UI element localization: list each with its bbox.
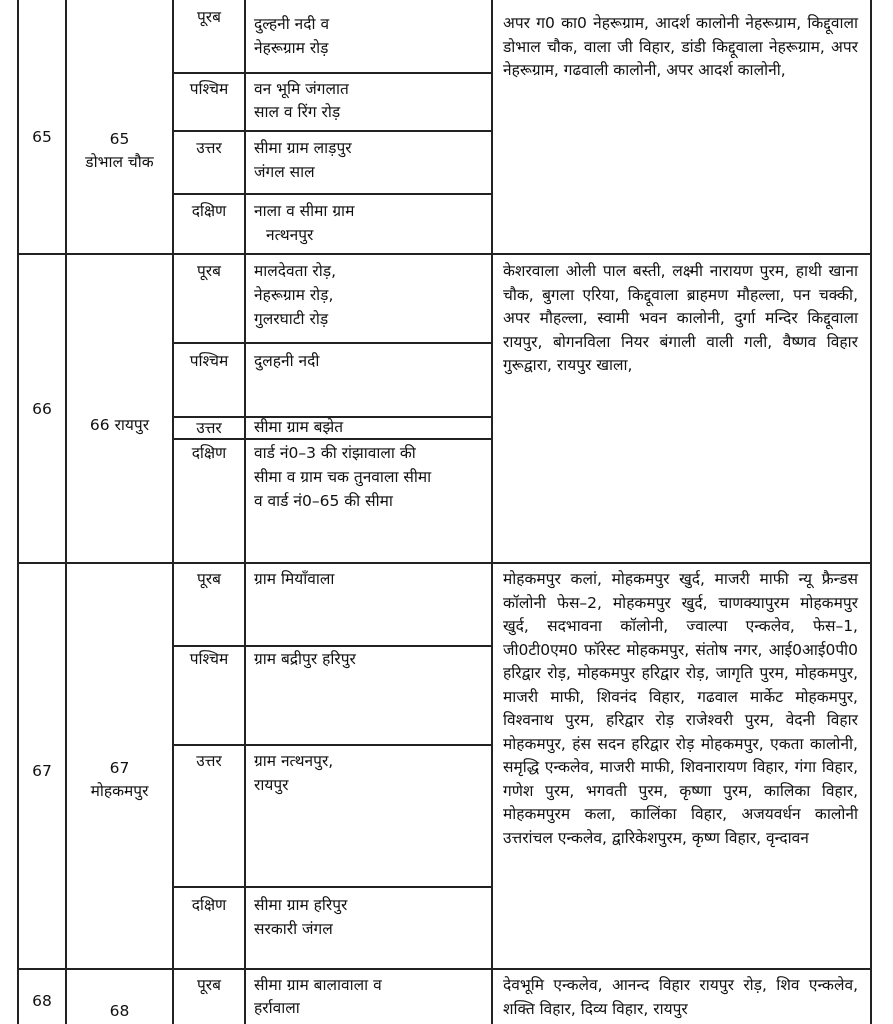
boundary-line: व वार्ड नं0–65 की सीमा xyxy=(254,492,393,510)
boundary-line: साल व रिंग रोड़ xyxy=(254,103,341,121)
boundary-line: नेहरूग्राम रोड़, xyxy=(254,286,334,304)
direction-north: उत्तर xyxy=(196,752,222,770)
boundary-line: वन भूमि जंगलात xyxy=(254,80,349,98)
boundary-line: मालदेवता रोड़, xyxy=(254,262,336,280)
column-divider xyxy=(244,0,246,1024)
boundary-line: नत्थनपुर xyxy=(266,226,314,244)
subrow-divider xyxy=(172,886,493,888)
ward-name-number: 65 xyxy=(109,130,130,148)
subrow-divider xyxy=(172,342,493,344)
boundary-line: गुलरघाटी रोड़ xyxy=(254,310,329,328)
direction-north: उत्तर xyxy=(196,419,222,437)
ward-name-number: 67 xyxy=(109,759,130,777)
localities-text: मोहकमपुर कलां, मोहकमपुर खुर्द, माजरी माफी न्यू फ्रैन्डस कॉलोनी फेस–2, मोहकमपुर खुर्द, चाणक्यापुरम मोहकमपुर खुर्द, सदभावना कॉलोनी, ज्वाल्पा एन्कलेव, फेस–1, जी0टी0एम0 फॉरेस्ट मोहकमपुर, संतोष नगर, आई0आई0पी0 हरिद्वार रोड़, मोहकमपुर हरिद्वार रोड़, जागृति पुरम, मोहकमपुर, माजरी माफी, शिवनंद विहार, गढवाल मार्केट मोहकमपुर, विश्वनाथ पुरम, हरिद्वार रोड़ राजेश्वरी पुरम, वेदनी विहार मोहकमपुर, हंस सदन हरिद्वार रोड़ मोहकमपुर, एकता कालोनी, समृद्धि एन्कलेव, माजरी माफी, शिवनारायण विहार, गंगा विहार, गणेश पुरम, भगवती पुरम, कृष्णा पुरम, कालिका विहार, मोहकमपुरम कला, कालिंका विहार, अजयवर्धन कालोनी उत्तरांचल एन्कलेव, द्वारिकेशपुरम, कृष्ण विहार, वृन्दावन xyxy=(503,570,858,847)
subrow-divider xyxy=(172,744,493,746)
direction-south: दक्षिण xyxy=(191,896,227,914)
boundary-line: सरकारी जंगल xyxy=(254,920,333,938)
subrow-divider xyxy=(172,130,493,132)
ward-number: 67 xyxy=(32,762,52,780)
direction-west: पश्चिम xyxy=(189,650,229,668)
boundary-line: वार्ड नं0–3 की रांझावाला की xyxy=(254,444,416,462)
boundary-line: सीमा व ग्राम चक तुनवाला सीमा xyxy=(254,468,432,486)
boundary-line: जंगल साल xyxy=(254,163,315,181)
boundary-line: ग्राम मियाँवाला xyxy=(254,570,335,588)
direction-west: पश्चिम xyxy=(189,352,229,370)
row-divider xyxy=(17,968,872,970)
ward-name-number: 68 xyxy=(109,1002,130,1020)
boundary-line: रायपुर xyxy=(254,776,289,794)
ward-name: 66 रायपुर xyxy=(89,416,150,434)
subrow-divider xyxy=(172,438,493,440)
localities-text: देवभूमि एन्कलेव, आनन्द विहार रायपुर रोड़, शिव एन्कलेव, शक्ति विहार, दिव्य विहार, रायपुर xyxy=(503,976,858,1018)
boundary-line: सीमा ग्राम बालावाला व xyxy=(254,976,382,994)
subrow-divider xyxy=(172,193,493,195)
localities-text: अपर ग0 का0 नेहरूग्राम, आदर्श कालोनी नेहरूग्राम, किद्दूवाला डोभाल चौक, वाला जी विहार, डांडी किद्दूवाला नेहरूग्राम, अपर नेहरूग्राम, गढवाली कालोनी, अपर आदर्श कालोनी, xyxy=(503,14,858,79)
ward-number: 65 xyxy=(32,128,52,146)
table-border-right xyxy=(870,0,872,1024)
boundary-line: नेहरूग्राम रोड़ xyxy=(254,39,329,57)
ward-name: डोभाल चौक xyxy=(85,153,154,171)
ward-number: 66 xyxy=(32,400,52,418)
ward-number: 68 xyxy=(32,992,52,1010)
boundary-line: दुलहनी नदी xyxy=(254,352,320,370)
localities-text: केशरवाला ओली पाल बस्ती, लक्ष्मी नारायण पुरम, हाथी खाना चौक, बुगला एरिया, किद्दूवाला ब्राहमण मौहल्ला, पन चक्की, अपर मौहल्ला, स्वामी भवन कालोनी, दुर्गा मन्दिर किद्दूवाला रायपुर, बोगनविला नियर बंगाली वाली गली, वैष्णव विहार गुरूद्वारा, रायपुर खाला, xyxy=(503,262,858,374)
direction-east: पूरब xyxy=(197,976,221,994)
direction-north: उत्तर xyxy=(196,139,222,157)
direction-east: पूरब xyxy=(197,570,221,588)
direction-east: पूरब xyxy=(197,262,221,280)
ward-name: मोहकमपुर xyxy=(90,782,149,800)
boundary-line: ग्राम नत्थनपुर, xyxy=(254,752,334,770)
subrow-divider xyxy=(172,645,493,647)
direction-south: दक्षिण xyxy=(191,202,227,220)
boundary-line: सीमा ग्राम लाड़पुर xyxy=(254,139,352,157)
table-border-left xyxy=(17,0,19,1024)
direction-south: दक्षिण xyxy=(191,444,227,462)
boundary-line: ग्राम बद्रीपुर हरिपुर xyxy=(254,650,356,668)
direction-west: पश्चिम xyxy=(189,80,229,98)
row-divider xyxy=(17,253,872,255)
column-divider xyxy=(491,0,493,1024)
boundary-line: सीमा ग्राम बझेत xyxy=(254,418,344,436)
boundary-line: सीमा ग्राम हरिपुर xyxy=(254,896,348,914)
row-divider xyxy=(17,562,872,564)
boundary-line: हर्रावाला xyxy=(254,999,300,1017)
boundary-line: दुल्हनी नदी व xyxy=(254,15,330,33)
boundary-line: नाला व सीमा ग्राम xyxy=(254,202,355,220)
direction-east: पूरब xyxy=(197,8,221,26)
subrow-divider xyxy=(172,72,493,74)
